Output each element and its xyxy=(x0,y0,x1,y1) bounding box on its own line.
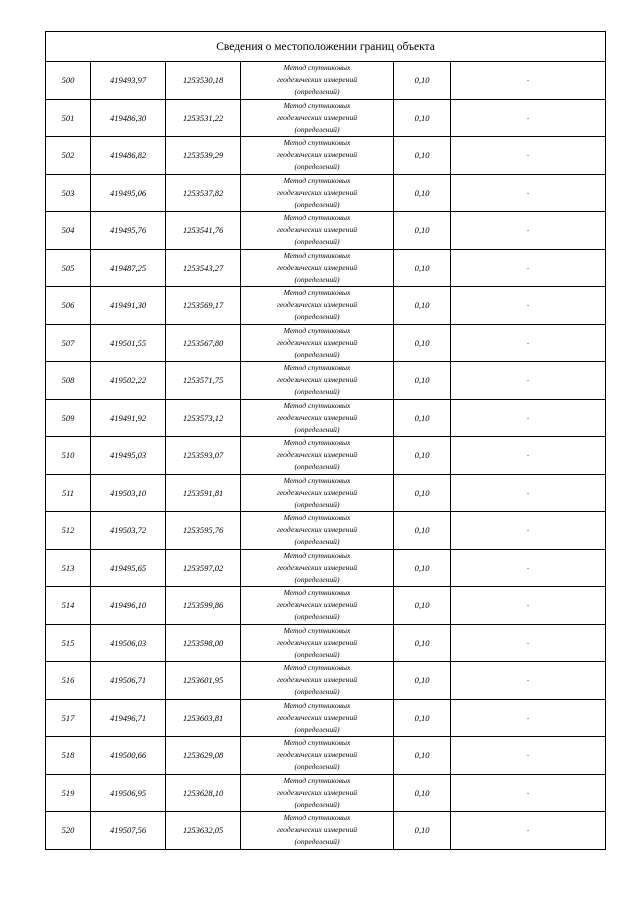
coord-x: 419507,56 xyxy=(91,812,166,850)
note: - xyxy=(451,474,606,512)
coord-x: 419506,03 xyxy=(91,624,166,662)
method-line: Метод спутниковых xyxy=(283,625,351,635)
method-line: Метод спутниковых xyxy=(283,288,351,298)
table-row xyxy=(46,62,606,100)
coord-x: 419496,71 xyxy=(91,699,166,737)
method-line: (определений) xyxy=(294,687,340,697)
point-number: 505 xyxy=(46,249,91,287)
method-line: (определений) xyxy=(294,349,340,359)
method-line: Метод спутниковых xyxy=(283,63,351,73)
method-line: Метод спутниковых xyxy=(283,513,351,523)
coord-y: 1253541,76 xyxy=(166,212,241,250)
method-line: (определений) xyxy=(294,799,340,809)
point-number: 501 xyxy=(46,99,91,137)
note: - xyxy=(451,212,606,250)
note: - xyxy=(451,324,606,362)
method-line: (определений) xyxy=(294,724,340,734)
note: - xyxy=(451,362,606,400)
method-cell xyxy=(241,474,394,512)
point-number: 502 xyxy=(46,137,91,175)
point-number: 514 xyxy=(46,587,91,625)
method-line: (определений) xyxy=(294,649,340,659)
point-number: 508 xyxy=(46,362,91,400)
method-line: геодезических измерений xyxy=(276,450,358,460)
coord-x: 419506,71 xyxy=(91,662,166,700)
method-line: (определений) xyxy=(294,499,340,509)
accuracy: 0,10 xyxy=(394,549,451,587)
note: - xyxy=(451,737,606,775)
method-line: геодезических измерений xyxy=(276,487,358,497)
method-line: геодезических измерений xyxy=(276,225,358,235)
coord-y: 1253597,02 xyxy=(166,549,241,587)
method-line: (определений) xyxy=(294,274,340,284)
method-line: геодезических измерений xyxy=(276,187,358,197)
method-cell xyxy=(241,62,394,100)
method-line: геодезических измерений xyxy=(276,637,358,647)
accuracy: 0,10 xyxy=(394,774,451,812)
accuracy: 0,10 xyxy=(394,324,451,362)
method-line: (определений) xyxy=(294,387,340,397)
coord-x: 419495,76 xyxy=(91,212,166,250)
method-cell xyxy=(241,249,394,287)
point-number: 513 xyxy=(46,549,91,587)
method-line: (определений) xyxy=(294,87,340,97)
note: - xyxy=(451,774,606,812)
accuracy: 0,10 xyxy=(394,212,451,250)
coord-y: 1253567,80 xyxy=(166,324,241,362)
method-cell xyxy=(241,587,394,625)
note: - xyxy=(451,437,606,475)
note: - xyxy=(451,624,606,662)
note: - xyxy=(451,249,606,287)
point-number: 511 xyxy=(46,474,91,512)
table-row xyxy=(46,437,606,475)
method-line: Метод спутниковых xyxy=(283,213,351,223)
coord-y: 1253599,86 xyxy=(166,587,241,625)
table-row xyxy=(46,662,606,700)
method-cell xyxy=(241,399,394,437)
coord-x: 419503,10 xyxy=(91,474,166,512)
method-line: Метод спутниковых xyxy=(283,138,351,148)
method-line: (определений) xyxy=(294,537,340,547)
accuracy: 0,10 xyxy=(394,174,451,212)
coord-y: 1253591,81 xyxy=(166,474,241,512)
method-cell xyxy=(241,362,394,400)
table-body xyxy=(46,32,606,850)
point-number: 509 xyxy=(46,399,91,437)
table-title: Сведения о местоположении границ объекта xyxy=(46,32,606,62)
note: - xyxy=(451,512,606,550)
method-line: (определений) xyxy=(294,199,340,209)
method-line: геодезических измерений xyxy=(276,412,358,422)
point-number: 515 xyxy=(46,624,91,662)
table-row xyxy=(46,737,606,775)
coord-x: 419495,06 xyxy=(91,174,166,212)
accuracy: 0,10 xyxy=(394,737,451,775)
coord-x: 419491,92 xyxy=(91,399,166,437)
coord-y: 1253539,29 xyxy=(166,137,241,175)
method-cell xyxy=(241,549,394,587)
coord-y: 1253632,05 xyxy=(166,812,241,850)
accuracy: 0,10 xyxy=(394,512,451,550)
coord-y: 1253571,75 xyxy=(166,362,241,400)
point-number: 507 xyxy=(46,324,91,362)
coord-x: 419500,66 xyxy=(91,737,166,775)
table-row xyxy=(46,699,606,737)
note: - xyxy=(451,812,606,850)
table-row xyxy=(46,249,606,287)
table-row xyxy=(46,99,606,137)
table-row xyxy=(46,324,606,362)
coord-y: 1253628,10 xyxy=(166,774,241,812)
method-line: (определений) xyxy=(294,762,340,772)
coord-x: 419493,97 xyxy=(91,62,166,100)
method-cell xyxy=(241,512,394,550)
accuracy: 0,10 xyxy=(394,662,451,700)
coord-y: 1253569,17 xyxy=(166,287,241,325)
method-line: Метод спутниковых xyxy=(283,588,351,598)
method-line: (определений) xyxy=(294,237,340,247)
coord-x: 419495,03 xyxy=(91,437,166,475)
method-line: геодезических измерений xyxy=(276,75,358,85)
boundary-table xyxy=(45,31,606,850)
method-line: (определений) xyxy=(294,574,340,584)
coord-x: 419502,22 xyxy=(91,362,166,400)
table-row xyxy=(46,624,606,662)
method-cell xyxy=(241,99,394,137)
note: - xyxy=(451,99,606,137)
note: - xyxy=(451,549,606,587)
coord-y: 1253543,27 xyxy=(166,249,241,287)
table-row xyxy=(46,137,606,175)
note: - xyxy=(451,62,606,100)
method-line: геодезических измерений xyxy=(276,787,358,797)
method-cell xyxy=(241,212,394,250)
table-row xyxy=(46,512,606,550)
method-line: геодезических измерений xyxy=(276,150,358,160)
note: - xyxy=(451,399,606,437)
method-line: геодезических измерений xyxy=(276,112,358,122)
table-row xyxy=(46,287,606,325)
coord-x: 419496,10 xyxy=(91,587,166,625)
method-line: Метод спутниковых xyxy=(283,325,351,335)
method-line: (определений) xyxy=(294,312,340,322)
coord-y: 1253598,00 xyxy=(166,624,241,662)
method-line: (определений) xyxy=(294,162,340,172)
coord-x: 419495,65 xyxy=(91,549,166,587)
method-line: (определений) xyxy=(294,612,340,622)
method-cell xyxy=(241,287,394,325)
coord-y: 1253601,95 xyxy=(166,662,241,700)
method-line: Метод спутниковых xyxy=(283,438,351,448)
method-line: геодезических измерений xyxy=(276,562,358,572)
method-line: геодезических измерений xyxy=(276,337,358,347)
coord-y: 1253593,07 xyxy=(166,437,241,475)
method-line: Метод спутниковых xyxy=(283,475,351,485)
accuracy: 0,10 xyxy=(394,474,451,512)
method-line: Метод спутниковых xyxy=(283,738,351,748)
method-line: Метод спутниковых xyxy=(283,775,351,785)
method-line: геодезических измерений xyxy=(276,750,358,760)
method-line: (определений) xyxy=(294,424,340,434)
method-line: геодезических измерений xyxy=(276,712,358,722)
accuracy: 0,10 xyxy=(394,99,451,137)
point-number: 516 xyxy=(46,662,91,700)
method-line: Метод спутниковых xyxy=(283,100,351,110)
method-line: Метод спутниковых xyxy=(283,400,351,410)
note: - xyxy=(451,137,606,175)
accuracy: 0,10 xyxy=(394,437,451,475)
title-row xyxy=(46,32,606,62)
coord-y: 1253573,12 xyxy=(166,399,241,437)
method-line: (определений) xyxy=(294,124,340,134)
table-row xyxy=(46,474,606,512)
method-cell xyxy=(241,699,394,737)
accuracy: 0,10 xyxy=(394,287,451,325)
note: - xyxy=(451,174,606,212)
note: - xyxy=(451,699,606,737)
accuracy: 0,10 xyxy=(394,62,451,100)
method-cell xyxy=(241,812,394,850)
method-line: Метод спутниковых xyxy=(283,663,351,673)
method-line: геодезических измерений xyxy=(276,600,358,610)
table-row xyxy=(46,549,606,587)
coord-x: 419487,25 xyxy=(91,249,166,287)
method-line: геодезических измерений xyxy=(276,300,358,310)
method-cell xyxy=(241,774,394,812)
coord-x: 419491,30 xyxy=(91,287,166,325)
method-line: Метод спутниковых xyxy=(283,363,351,373)
point-number: 519 xyxy=(46,774,91,812)
method-line: Метод спутниковых xyxy=(283,550,351,560)
coord-y: 1253603,81 xyxy=(166,699,241,737)
table-row xyxy=(46,774,606,812)
accuracy: 0,10 xyxy=(394,624,451,662)
table-row xyxy=(46,399,606,437)
note: - xyxy=(451,587,606,625)
method-cell xyxy=(241,324,394,362)
method-line: Метод спутниковых xyxy=(283,813,351,823)
coord-x: 419486,30 xyxy=(91,99,166,137)
coord-x: 419486,82 xyxy=(91,137,166,175)
point-number: 500 xyxy=(46,62,91,100)
method-cell xyxy=(241,624,394,662)
coord-y: 1253537,82 xyxy=(166,174,241,212)
method-line: геодезических измерений xyxy=(276,675,358,685)
table-row xyxy=(46,812,606,850)
method-cell xyxy=(241,662,394,700)
coord-y: 1253595,76 xyxy=(166,512,241,550)
note: - xyxy=(451,287,606,325)
point-number: 510 xyxy=(46,437,91,475)
point-number: 512 xyxy=(46,512,91,550)
note: - xyxy=(451,662,606,700)
table-row xyxy=(46,174,606,212)
method-cell xyxy=(241,137,394,175)
method-cell xyxy=(241,437,394,475)
method-line: Метод спутниковых xyxy=(283,250,351,260)
coord-y: 1253531,22 xyxy=(166,99,241,137)
method-line: (определений) xyxy=(294,462,340,472)
method-line: геодезических измерений xyxy=(276,262,358,272)
accuracy: 0,10 xyxy=(394,812,451,850)
point-number: 520 xyxy=(46,812,91,850)
coord-y: 1253629,08 xyxy=(166,737,241,775)
method-line: Метод спутниковых xyxy=(283,700,351,710)
table-row xyxy=(46,362,606,400)
table-row xyxy=(46,212,606,250)
point-number: 506 xyxy=(46,287,91,325)
table-row xyxy=(46,587,606,625)
method-line: Метод спутниковых xyxy=(283,175,351,185)
accuracy: 0,10 xyxy=(394,137,451,175)
coord-x: 419501,55 xyxy=(91,324,166,362)
accuracy: 0,10 xyxy=(394,587,451,625)
method-cell xyxy=(241,174,394,212)
method-line: геодезических измерений xyxy=(276,825,358,835)
method-line: геодезических измерений xyxy=(276,375,358,385)
coord-x: 419503,72 xyxy=(91,512,166,550)
point-number: 518 xyxy=(46,737,91,775)
coord-x: 419506,95 xyxy=(91,774,166,812)
accuracy: 0,10 xyxy=(394,249,451,287)
method-line: геодезических измерений xyxy=(276,525,358,535)
accuracy: 0,10 xyxy=(394,399,451,437)
accuracy: 0,10 xyxy=(394,699,451,737)
coord-y: 1253530,18 xyxy=(166,62,241,100)
point-number: 504 xyxy=(46,212,91,250)
point-number: 517 xyxy=(46,699,91,737)
accuracy: 0,10 xyxy=(394,362,451,400)
point-number: 503 xyxy=(46,174,91,212)
method-line: (определений) xyxy=(294,837,340,847)
method-cell xyxy=(241,737,394,775)
